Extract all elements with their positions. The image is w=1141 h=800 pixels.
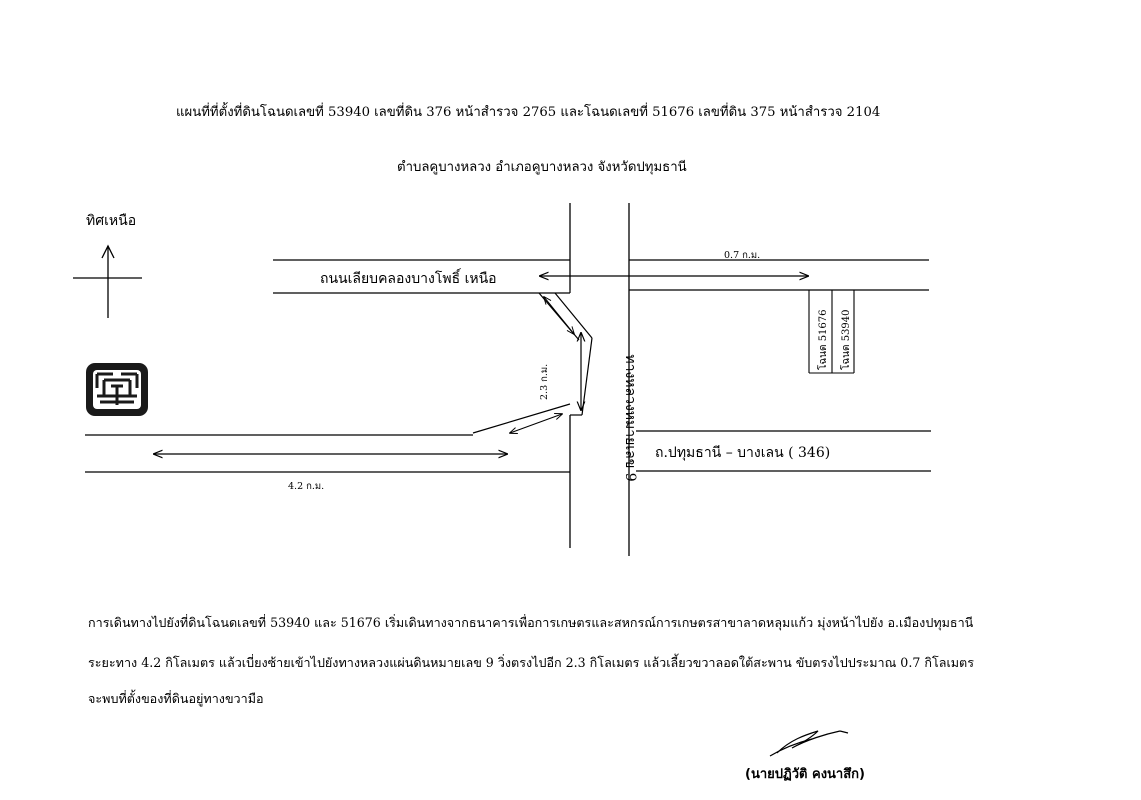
signature-name: (นายปฏิวัติ คงนาสึก) bbox=[745, 767, 865, 782]
highway-9-label: ทางหลวงหมายเลข 9 bbox=[622, 354, 638, 482]
directions-line1: การเดินทางไปยังที่ดินโฉนดเลขที่ 53940 และ 51676 เริ่มเดินทางจากธนาคารเพื่อการเกษตรและสหกรณ์การเกษตรสาขาลาดหลุมแก้ว มุ่งหน้าไปยัง อ.เมืองปทุมธานี bbox=[88, 615, 974, 630]
parcel-53940-label: โฉนด 53940 bbox=[841, 309, 852, 370]
directions-line3: จะพบที่ตั้งของที่ดินอยู่ทางขวามือ bbox=[88, 691, 264, 706]
bank-logo-icon bbox=[86, 363, 148, 416]
highway-9 bbox=[570, 203, 629, 556]
north-arrow-icon bbox=[73, 246, 142, 318]
west-distance-label: 4.2 ก.ม. bbox=[288, 481, 325, 492]
east-distance-label: 0.7 ก.ม. bbox=[724, 250, 761, 261]
parcel-51676-label: โฉนด 51676 bbox=[818, 309, 829, 370]
canal-road-label: ถนนเลียบคลองบางโพธิ์ เหนือ bbox=[320, 271, 497, 287]
map-title-line1: แผนที่ที่ตั้งที่ดินโฉนดเลขที่ 53940 เลขที่ดิน 376 หน้าสำรวจ 2765 และโฉนดเลขที่ 51676 เลขที่ดิน 375 หน้าสำรวจ 2104 bbox=[176, 105, 881, 120]
directions-line2: ระยะทาง 4.2 กิโลเมตร แล้วเบี่ยงซ้ายเข้าไปยังทางหลวงแผ่นดินหมายเลข 9 วิ่งตรงไปอีก 2.3 กิโลเมตร แล้วเลี้ยวขวาลอดใต้สะพาน ขับตรงไปประมาณ 0.7 กิโลเมตร bbox=[88, 655, 974, 670]
north-distance-label: 2.3 ก.ม. bbox=[539, 363, 550, 400]
ramp-arrow-north bbox=[544, 297, 574, 334]
north-label: ทิศเหนือ bbox=[86, 213, 137, 229]
signature-scribble bbox=[770, 731, 848, 756]
main-road-label: ถ.ปทุมธานี – บางเลน ( 346) bbox=[655, 445, 831, 461]
ramp-arrow-south bbox=[510, 414, 562, 433]
ramps bbox=[473, 290, 592, 433]
map-title-line2: ตำบลคูบางหลวง อำเภอคูบางหลวง จังหวัดปทุมธานี bbox=[397, 160, 687, 175]
